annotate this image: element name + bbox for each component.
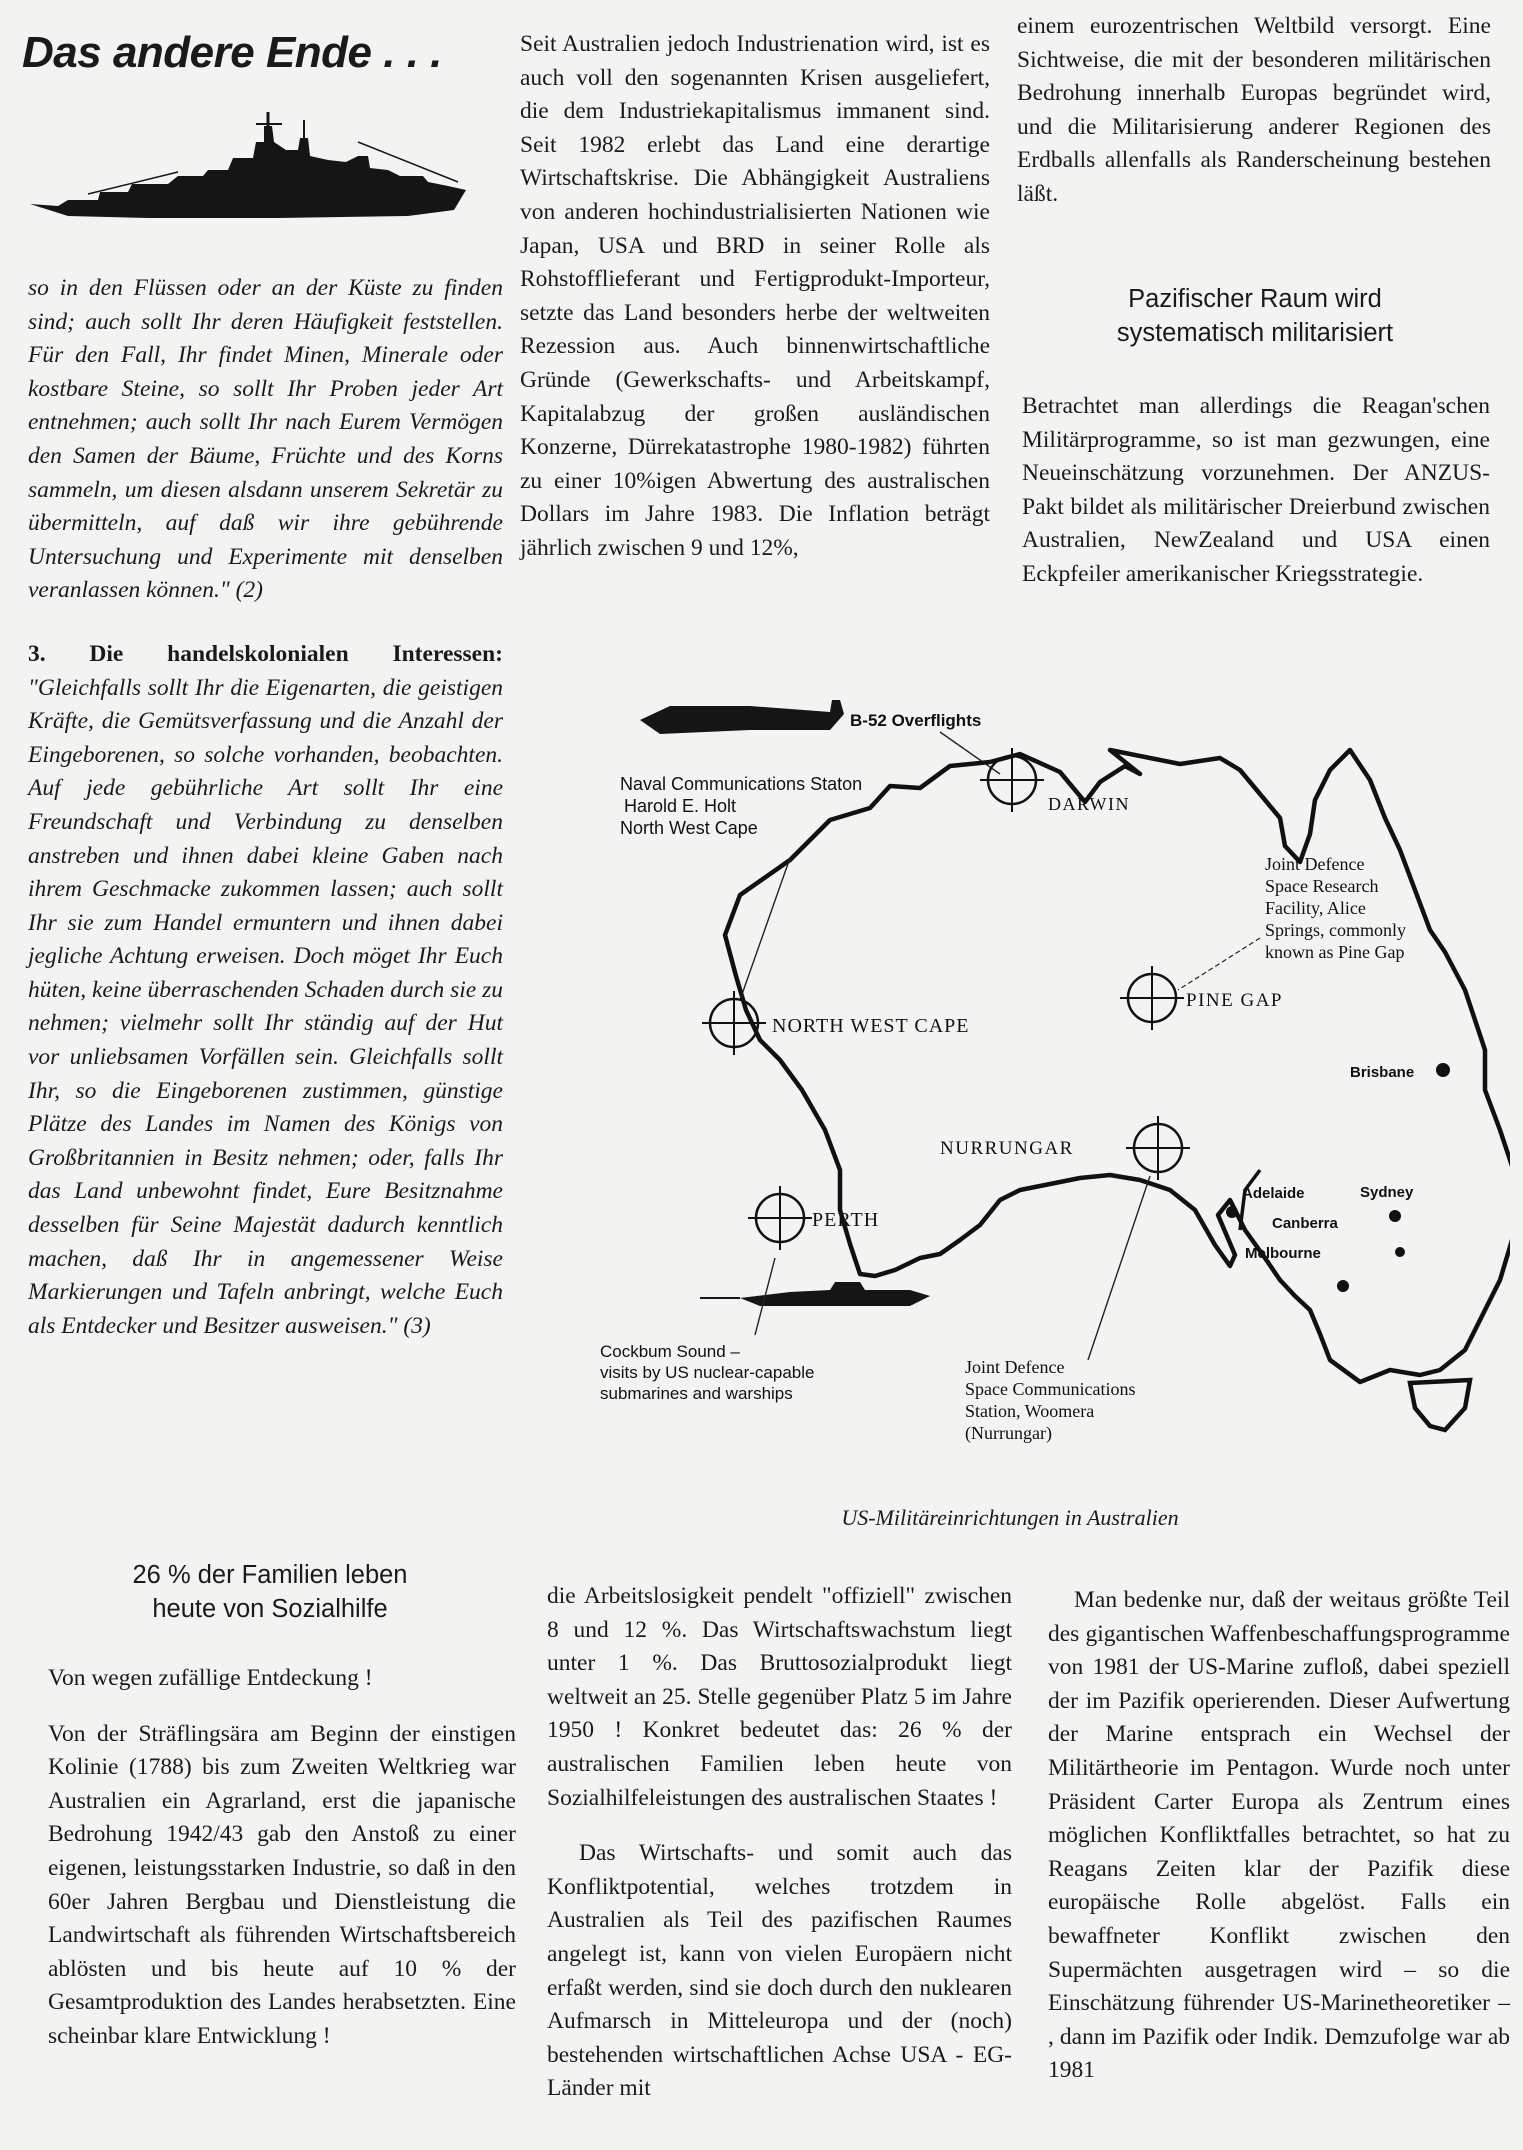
pinegap-desc-5: known as Pine Gap xyxy=(1265,942,1405,962)
col1-top xyxy=(28,272,503,1343)
darwin-marker-icon xyxy=(980,748,1044,812)
adelaide-label: Adelaide xyxy=(1242,1185,1305,1202)
woomera-label-4: (Nurrungar) xyxy=(965,1423,1052,1443)
col3-anzus xyxy=(1022,390,1490,592)
woomera-label-1: Joint Defence xyxy=(965,1357,1065,1377)
col2-top xyxy=(520,28,990,566)
col2-bottom xyxy=(547,1580,1012,2106)
industry-paragraph: Seit Australien jedoch Industrienation wird, ist es auch voll den sogenannten Krisen ausgeliefert, die dem Industriekapitalismus immanent sind. Seit 1982 erlebt das Land eine derartige Wirtschaftskrise. Die Abhängigkeit Australiens von anderen hochindustrialisierten Nationen wie Japan, USA und BRD in seiner Rolle als Rohstofflieferant und Fertigprodukt-Importeur, setzte das Land besonders herbe der weltweiten Rezession aus. Auch binnenwirtschaftliche Gründe (Gewerkschafts- und Arbeitskampf, Kapitalabzug der großen ausländischen Konzerne, Dürrekatastrophe 1980-1982) führten zu einer 10%igen Abwertung des australischen Dollars im Jahre 1983. Die Inflation beträgt jährlich zwischen 9 und 12%, xyxy=(520,31,990,561)
article-title: Das andere Ende . . . xyxy=(22,28,442,77)
eurocentric-paragraph: einem eurozentrischen Weltbild versorgt. Eine Sichtweise, die mit der besonderen militärischen Bedrohung innerhalb Europas begründet wird, und die Militarisierung anderer Regionen des Erdballs allenfalls als Randerscheinung bestehen läßt. xyxy=(1017,13,1491,207)
col3-top xyxy=(1017,10,1491,212)
warship-illustration xyxy=(28,112,468,224)
nwcape-marker-icon xyxy=(702,991,766,1055)
woomera-label-2: Space Communications xyxy=(965,1379,1136,1399)
b52-aircraft-icon xyxy=(640,700,844,734)
pinegap-desc-2: Space Research xyxy=(1265,876,1379,896)
point3-label: 3. Die handelskolonialen Interessen: xyxy=(28,640,503,667)
pacific-heading: Pazifischer Raum wird systematisch militarisiert xyxy=(1116,285,1394,347)
melbourne-label: Melbourne xyxy=(1245,1245,1321,1262)
point3-block xyxy=(28,638,503,1343)
navy-paragraph: Man bedenke nur, daß der weitaus größte Teil des gigantischen Waffenbeschaffungsprogramme von 1981 der US-Marine zufloß, dabei speziell der im Pazifik operierenden. Dieser Aufwertung der Marine entsprach ein Wechsel der Militärtheorie im Pentagon. Wurde noch unter Präsident Carter Europa als Zentrum eines möglichen Konfliktfalles betrachtet, so hat zu Reagans Zeiten klar der Pazifik diese europäische Rolle abgelöst. Falls ein bewaffneter Konflikt zwischen den Supermächten ausgetragen wird – so die Einschätzung führender US-Marinetheoretiker – , dann im Pazifik oder Indik. Demzufolge war ab 1981 xyxy=(1048,1587,1510,2084)
canberra-label: Canberra xyxy=(1272,1215,1338,1232)
anzus-paragraph: Betrachtet man allerdings die Reagan'schen Militärprogramme, so ist man gezwungen, eine Neueinschätzung vorzunehmen. Der ANZUS-Pakt bildet als militärischer Dreierbund zwischen Australien, NewZealand und USA einen Eckpfeiler amerikanischer Kriegsstrategie. xyxy=(1022,393,1490,587)
history-paragraph: Von der Sträflingsära am Beginn der einstigen Kolinie (1788) bis zum Zweiten Weltkrieg war Australien ein Agrarland, erst die japanische Bedrohung 1942/43 gab den Anstoß zu einer eigenen, leistungsstarken Industrie, so daß in den 60er Jahren Bergbau und Dienstleistung die Landwirtschaft als führenden Wirtschaftsbereich ablösten und bis heute auf 10 % der Gesamtproduktion des Landes herabsetzten. Eine scheinbar klare Entwicklung ! xyxy=(48,1720,516,2049)
cockburn-label-2: visits by US nuclear-capable xyxy=(600,1363,815,1382)
col1-bottom xyxy=(48,1662,516,2054)
nurrungar-label: NURRUNGAR xyxy=(940,1138,1074,1159)
unemployment-paragraph: die Arbeitslosigkeit pendelt "offiziell" zwischen 8 und 12 %. Das Wirtschaftswachstum liegt unter 1 %. Das Bruttosozialprodukt liegt weltweit an 25. Stelle gegenüber Platz 5 im Jahre 1950 ! Konkret bedeutet das: 26 % der australischen Familien leben heute von Sozialhilfeleistungen des australischen Staates ! xyxy=(547,1583,1012,1811)
perth-marker-icon xyxy=(748,1186,812,1250)
tasmania-outline xyxy=(1410,1380,1470,1430)
brisbane-label: Brisbane xyxy=(1350,1064,1415,1081)
pinegap-label: PINE GAP xyxy=(1186,990,1283,1011)
cockburn-label-1: Cockbum Sound – xyxy=(600,1342,740,1361)
naval-label-1: Naval Communications Staton xyxy=(620,774,863,794)
point3-quote: "Gleichfalls sollt Ihr die Eigenarten, die geistigen Kräfte, die Gemütsverfassung und die Anzahl der Eingeborenen, so solche vorhanden, beobachten. Auf jede gebührliche Art sollt Ihr eine Freundschaft und Verbindung zu denselben anstreben und ihnen dabei kleine Gaben nach ihrem Geschmacke zukommen lassen; auch sollt Ihr sie zum Handel ermuntern und ihnen dabei jegliche Achtung erweisen. Doch möget Ihr Euch hüten, keine überraschenden Schaden durch sie zu nehmen; vielmehr sollt Ihr ständig auf der Hut vor unliebsamen Vorfällen sein. Gleichfalls sollt Ihr, so die Eingeborenen zustimmen, günstige Plätze des Landes im Namen des Königs von Großbritannien in Besitz nehmen; oder, falls Ihr das Land unbewohnt findet, Eure Besitznahme desselben für Seine Majestät dadurch kenntlich machen, daß Ihr in angemessener Weise Markierungen und Tafeln anbringt, welche Euch als Entdecker und Besitzer ausweisen." (3) xyxy=(28,674,503,1339)
sydney-label: Sydney xyxy=(1360,1184,1414,1201)
welfare-heading: 26 % der Familien leben heute von Sozialhilfe xyxy=(132,1561,408,1623)
pinegap-desc-4: Springs, commonly xyxy=(1265,920,1407,940)
darwin-label: DARWIN xyxy=(1048,794,1130,814)
submarine-icon xyxy=(700,1282,930,1306)
perth-label: PERTH xyxy=(812,1209,880,1231)
pinegap-marker-icon xyxy=(1120,966,1184,1030)
pinegap-desc-3: Facility, Alice xyxy=(1265,898,1366,918)
quote-paragraph-2: so in den Flüssen oder an der Küste zu finden sind; auch sollt Ihr deren Häufigkeit feststellen. Für den Fall, Ihr findet Minen, Minerale oder kostbare Steine, so sollt Ihr Proben jeder Art entnehmen; auch sollt Ihr nach Eurem Vermögen den Samen der Bäume, Früchte und des Korns sammeln, um diesen alsdann unserem Sekretär zu übermitteln, auf daß wir ihre gebührende Untersuchung und Experimente mit denselben veranlassen können." (2) xyxy=(28,275,503,604)
woomera-label-3: Station, Woomera xyxy=(965,1401,1095,1421)
b52-label: B-52 Overflights xyxy=(850,711,982,730)
cockburn-label-3: submarines and warships xyxy=(600,1384,793,1403)
nwcape-label: NORTH WEST CAPE xyxy=(772,1015,970,1037)
nurrungar-marker-icon xyxy=(1126,1116,1190,1180)
col3-bottom xyxy=(1048,1584,1510,2088)
australia-map xyxy=(540,670,1510,1490)
map-caption: US-Militäreinrichtungen in Australien xyxy=(841,1505,1179,1530)
naval-label-3: North West Cape xyxy=(620,818,758,838)
naval-label-2: Harold E. Holt xyxy=(624,796,737,816)
conflict-paragraph: Das Wirtschafts- und somit auch das Konfliktpotential, welches trotzdem in Australien als Teil des pazifischen Raumes angelegt ist, kann von vielen Europäern nicht erfaßt werden, sind sie doch durch den nuklearen Aufmarsch in Mitteleuropa und der (noch) bestehenden wirtschaftlichen Achse USA - EG-Länder mit xyxy=(547,1840,1012,2102)
discovery-paragraph: Von wegen zufällige Entdeckung ! xyxy=(48,1665,373,1691)
pinegap-desc-1: Joint Defence xyxy=(1265,854,1365,874)
